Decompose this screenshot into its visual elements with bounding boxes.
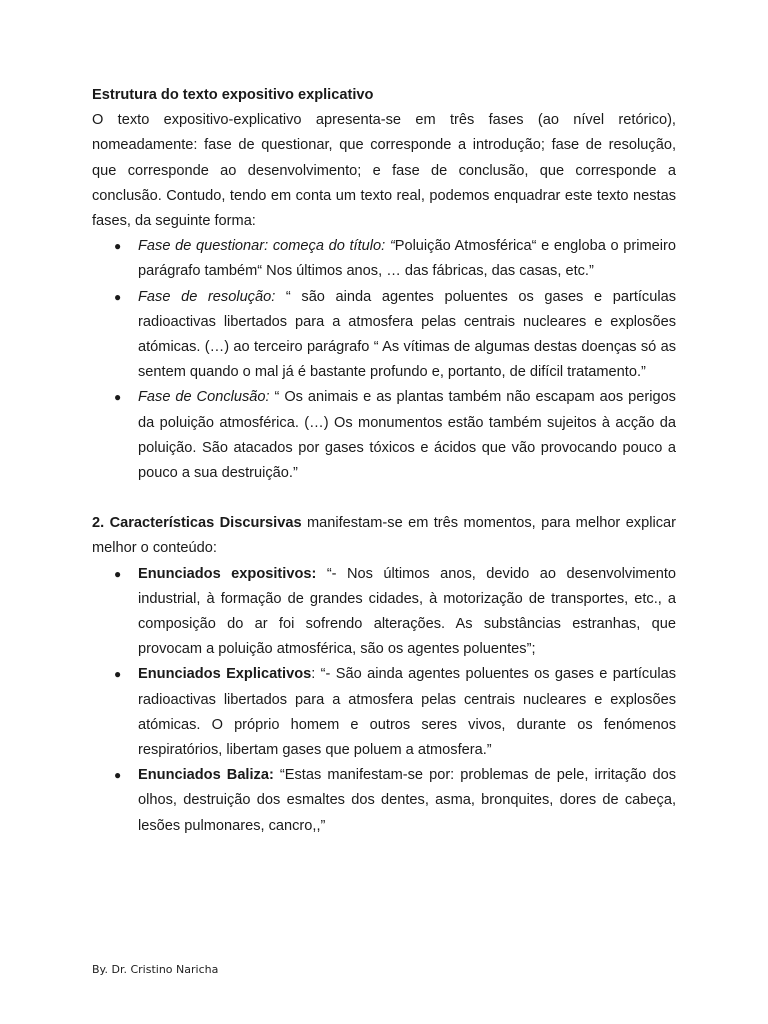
list-item-baliza bbox=[92, 763, 676, 839]
discursive-heading-text: manifestam-se em três momentos, para melhor explicar melhor o conteúdo: bbox=[92, 515, 676, 557]
list-item-expositivos bbox=[92, 562, 676, 663]
phase-label: Fase de Conclusão: bbox=[138, 389, 270, 406]
phase-text: “ são ainda agentes poluentes os gases e partículas radioactivas libertados para a atmosfera pelas centrais nucleares e explosões atómicas. (…) ao terceiro parágrafo “ As vítimas de algumas destas doenças só as sentem quando o mal já é bastante profundo e, portanto, de difícil tratamento.” bbox=[138, 288, 677, 381]
bullet-icon: ● bbox=[114, 667, 122, 682]
document-body bbox=[92, 83, 676, 839]
statement-label: Enunciados Baliza: bbox=[138, 767, 274, 784]
phases-list bbox=[92, 234, 676, 486]
bullet-icon: ● bbox=[114, 239, 122, 254]
statement-label: Enunciados Explicativos bbox=[138, 666, 312, 683]
section-spacer bbox=[92, 486, 676, 511]
discursive-heading-bold: 2. Características Discursivas bbox=[92, 515, 302, 532]
section-heading-discursive bbox=[92, 511, 676, 561]
bullet-icon: ● bbox=[114, 390, 122, 405]
bullet-icon: ● bbox=[114, 566, 122, 581]
phase-text: Poluição Atmosférica“ e engloba o primeiro parágrafo também“ Nos últimos anos, … das fábricas, das casas, etc.” bbox=[138, 238, 676, 280]
list-item-phase-conclusao bbox=[92, 385, 676, 486]
phase-label: Fase de resolução: bbox=[138, 288, 276, 305]
footer-author: By. Dr. Cristino Naricha bbox=[92, 963, 219, 976]
list-item-phase-resolucao bbox=[92, 285, 676, 386]
phase-label: Fase de questionar: começa do título: “ bbox=[138, 238, 395, 255]
list-item-phase-questionar bbox=[92, 234, 676, 284]
list-item-explicativos bbox=[92, 662, 676, 763]
statement-label: Enunciados expositivos: bbox=[138, 565, 317, 582]
bullet-icon: ● bbox=[114, 289, 122, 304]
statements-list bbox=[92, 562, 676, 839]
intro-paragraph: O texto expositivo-explicativo apresenta-se em três fases (ao nível retórico), nomeadamente: fase de questionar, que corresponde a introdução; fase de resolução, que corresponde ao desenvolvimento; e fase de conclusão, que corresponde a conclusão. Contudo, tendo em conta um texto real, podemos enquadrar este texto nestas fases, da seguinte forma: bbox=[92, 112, 676, 230]
statement-text: “Estas manifestam-se por: problemas de pele, irritação dos olhos, destruição dos esmaltes dos dentes, asma, bronquites, dores de cabeça, lesões pulmonares, cancro,,” bbox=[138, 767, 677, 834]
statement-text: : “- São ainda agentes poluentes os gases e partículas radioactivas libertados para a atmosfera pelas centrais nucleares e explosões atómicas. O próprio homem e outros seres vivos, durante os fenómenos respiratórios, libertam gases que poluem a atmosfera.” bbox=[138, 666, 676, 759]
statement-text: “- Nos últimos anos, devido ao desenvolvimento industrial, à formação de grandes cidades, à motorização de transportes, etc., a composição do ar foi sofrendo alterações. As substâncias estranhas, que provocam a poluição atmosférica, são os agentes poluentes”; bbox=[138, 565, 676, 658]
bullet-icon: ● bbox=[114, 768, 122, 783]
phase-text: “ Os animais e as plantas também não escapam aos perigos da poluição atmosférica. (…) Os monumentos estão também sujeitos à acção da poluição. São atacados por gases tóxicos e ácidos que vão provocando pouco a pouco a sua destruição.” bbox=[138, 389, 676, 482]
section-heading-structure: Estrutura do texto expositivo explicativo bbox=[92, 87, 374, 103]
